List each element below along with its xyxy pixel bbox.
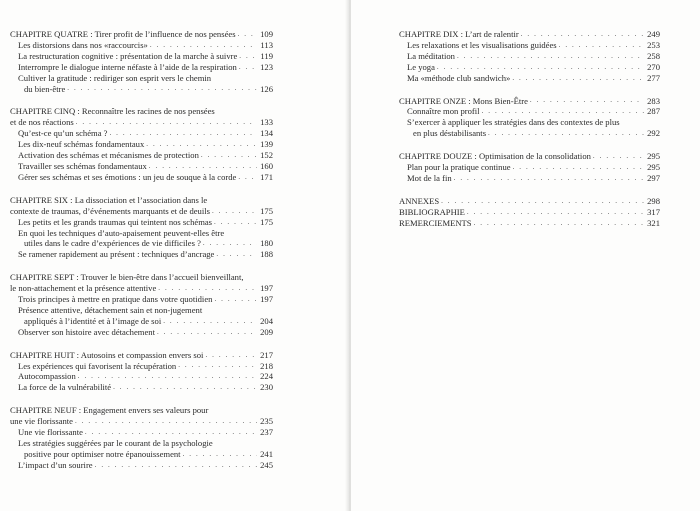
toc-entry-line: Présence attentive, détachement sain et non-jugement	[18, 304, 203, 315]
toc-entry-line: Les stratégies suggérées par le courant de la psychologie	[18, 438, 213, 448]
toc-entry: Connaître mon profil . . . 287	[399, 106, 660, 117]
chapter-12	[399, 151, 660, 184]
chapter-11	[399, 96, 660, 140]
toc-entry: Observer son histoire avec détachement . . . 209	[10, 327, 273, 338]
toc-entry: du bien-être . . . 126	[10, 84, 273, 95]
toc-entry: positive pour optimiser notre épanouissement . . . 241	[10, 449, 273, 460]
toc-entry: L’impact d’un sourire . . . 245	[10, 460, 273, 471]
back-matter-bibliographie: BIBLIOGRAPHIE . . . 317	[399, 207, 660, 218]
toc-entry: Les petits et les grands traumas qui teintent nos schémas . . . 175	[10, 217, 273, 228]
toc-entry: utiles dans le cadre d’expériences de vie difficiles ? . . . 180	[10, 238, 273, 249]
chapter-title: et de nos réactions . . . 133	[10, 117, 273, 128]
toc-entry: appliqués à l’identité et à l’image de soi . . . 204	[10, 316, 273, 327]
toc-entry: Interrompre le dialogue interne néfaste à l’aide de la respiration . . . 123	[10, 62, 273, 73]
toc-entry: Les expériences qui favorisent la récupération . . . 218	[10, 361, 273, 372]
chapter-9	[10, 405, 273, 470]
chapter-title: le non-attachement et la présence attentive . . . 197	[10, 283, 273, 294]
toc-entry: Mot de la fin . . . 297	[399, 173, 660, 184]
toc-entry: Le yoga . . . 270	[399, 62, 660, 73]
toc-entry: Travailler ses schémas fondamentaux . . . 160	[10, 161, 273, 172]
toc-entry-line: Cultiver la gratitude : rediriger son esprit vers le chemin	[18, 72, 212, 83]
chapter-4	[10, 29, 273, 94]
chapter-5	[10, 106, 273, 182]
chapter-6	[10, 195, 273, 260]
chapter-title: contexte de traumas, d’événements marquants et de deuils . . . 175	[10, 206, 273, 217]
chapter-title: CHAPITRE DIX : L’art de ralentir . . . 249	[399, 29, 660, 40]
toc-entry: Gérer ses schémas et ses émotions : un jeu de souque à la corde . . . 171	[10, 172, 273, 183]
chapter-10	[399, 29, 660, 84]
toc-entry: Autocompassion . . . 224	[10, 371, 273, 382]
left-page	[0, 0, 349, 511]
toc-entry: Ma «méthode club sandwich» . . . 277	[399, 73, 660, 84]
toc-entry: La force de la vulnérabilité . . . 230	[10, 382, 273, 393]
toc-entry: Les distorsions dans nos «raccourcis» . . . 113	[10, 40, 273, 51]
chapter-title: CHAPITRE HUIT : Autosoins et compassion envers soi . . . 217	[10, 350, 273, 361]
toc-entry: Qu’est-ce qu’un schéma ? . . . 134	[10, 128, 273, 139]
chapter-title: CHAPITRE DOUZE : Optimisation de la consolidation . . . 295	[399, 151, 660, 162]
toc-entry: en plus déstabilisants . . . 292	[399, 128, 660, 139]
toc-entry: Activation des schémas et mécanismes de protection . . . 152	[10, 150, 273, 161]
right-page	[351, 0, 700, 511]
toc-entry: Se ramener rapidement au présent : techniques d’ancrage . . . 188	[10, 249, 273, 260]
chapter-8	[10, 350, 273, 394]
back-matter-remerciements: REMERCIEMENTS . . . 321	[399, 218, 660, 229]
chapter-title-line: CHAPITRE NEUF : Engagement envers ses valeurs pour	[10, 405, 209, 416]
toc-entry-line: S’exercer à appliquer les stratégies dans des contextes de plus	[407, 117, 620, 128]
toc-entry: Une vie florissante . . . 237	[10, 427, 273, 438]
toc-entry: Plan pour la pratique continue . . . 295	[399, 162, 660, 173]
back-matter	[399, 196, 660, 229]
toc-entry-line: En quoi les techniques d’auto-apaisement peuvent-elles être	[18, 227, 225, 238]
toc-entry: Trois principes à mettre en pratique dans votre quotidien . . . 197	[10, 294, 273, 305]
dot-leader	[238, 31, 257, 38]
chapter-title: une vie florissante . . . 235	[10, 416, 273, 427]
chapter-title-line: CHAPITRE SIX : La dissociation et l’association dans le	[10, 194, 208, 205]
chapter-7	[10, 272, 273, 337]
toc-entry: Les relaxations et les visualisations guidées . . . 253	[399, 40, 660, 51]
chapter-title: CHAPITRE QUATRE : Tirer profit de l’influence de nos pensées . . . 109	[10, 29, 273, 40]
toc-entry: La restructuration cognitive : présentation de la marche à suivre . . . 119	[10, 51, 273, 62]
chapter-title: CHAPITRE ONZE : Mons Bien-Être . . . 283	[399, 96, 660, 107]
chapter-title-line: CHAPITRE SEPT : Trouver le bien-être dans l’accueil bienveillant,	[10, 272, 244, 283]
toc-entry: Les dix-neuf schémas fondamentaux . . . 139	[10, 139, 273, 150]
chapter-title-line: CHAPITRE CINQ : Reconnaître les racines de nos pensées	[10, 106, 215, 117]
back-matter-annexes: ANNEXES . . . 298	[399, 196, 660, 207]
toc-entry: La méditation . . . 258	[399, 51, 660, 62]
